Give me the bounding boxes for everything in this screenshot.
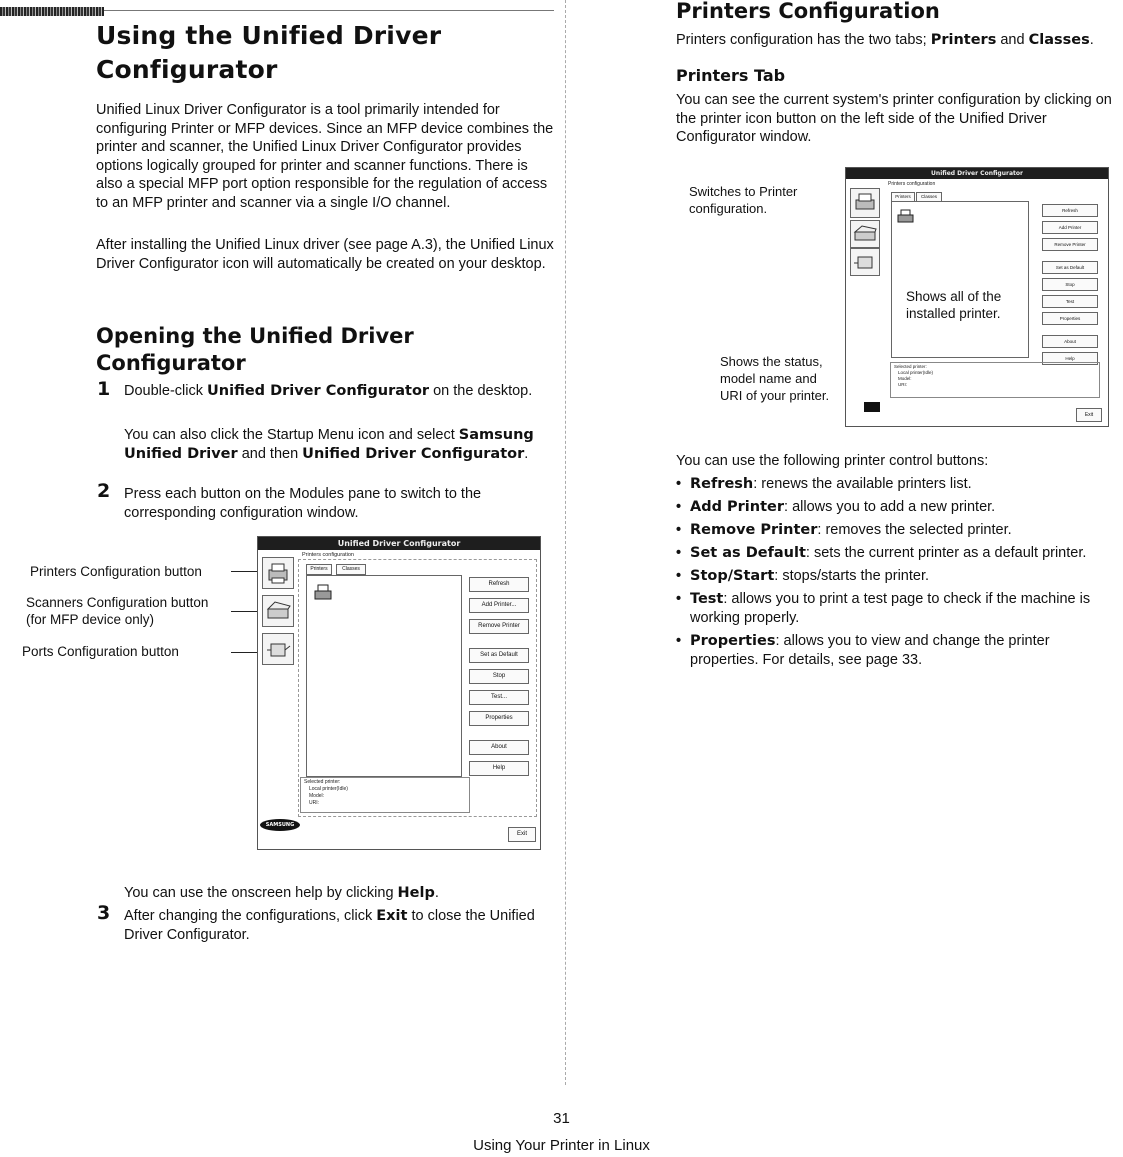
exit-button[interactable]: Exit bbox=[1076, 408, 1102, 422]
callout-switches-line2: configuration. bbox=[689, 201, 768, 216]
callout-status-line2: model name and bbox=[720, 371, 817, 386]
step-2-number: 2 bbox=[97, 480, 111, 502]
refresh-button[interactable]: Refresh bbox=[469, 577, 529, 592]
selected-printer-model: Model: bbox=[309, 793, 325, 799]
callout-switches bbox=[689, 183, 797, 217]
bullet-term: Test bbox=[690, 591, 724, 608]
step-3-pre: After changing the configurations, click bbox=[124, 908, 377, 924]
udc-window-screenshot bbox=[257, 536, 541, 850]
selected-printer-panel bbox=[890, 362, 1100, 398]
printer-icon bbox=[896, 207, 916, 227]
help-note-bold: Help bbox=[397, 885, 435, 901]
help-button[interactable]: Help bbox=[469, 761, 529, 776]
callout-scanners-line1: Scanners Configuration button bbox=[26, 595, 209, 610]
stop-button[interactable]: Stop bbox=[1042, 278, 1098, 291]
list-item bbox=[676, 544, 1116, 563]
tab-classes[interactable]: Classes bbox=[916, 192, 942, 202]
bullet-term: Remove Printer bbox=[690, 522, 818, 539]
udc-window-screenshot-printers bbox=[845, 167, 1109, 427]
intro-mid: and bbox=[996, 32, 1029, 48]
callout-status bbox=[720, 353, 829, 404]
about-button[interactable]: About bbox=[469, 740, 529, 755]
add-printer-button[interactable]: Add Printer... bbox=[469, 598, 529, 613]
bullet-term: Set as Default bbox=[690, 545, 806, 562]
printer-icon bbox=[851, 189, 879, 217]
intro-paragraph: Unified Linux Driver Configurator is a tool primarily intended for configuring Printer or MFP devices. Since an MFP device combines the printer and scanner, the Unified Linux Driver Configurator provides options logically grouped for printer and scanner functions. There is also a special MFP port option responsible for the regulation of access to an MFP printer and scanner via a single I/O channel. bbox=[96, 102, 554, 211]
help-note-pre: You can use the onscreen help by clicking bbox=[124, 885, 398, 901]
callout-status-line3: URI of your printer. bbox=[720, 388, 830, 403]
after-install-paragraph: After installing the Unified Linux driver (see page A.3), the Unified Linux Driver Configurator icon will automatically be created on your desktop. bbox=[96, 237, 554, 272]
intro-pre: Printers configuration has the two tabs; bbox=[676, 32, 931, 48]
printers-configuration-heading: Printers Configuration bbox=[676, 0, 940, 23]
list-item bbox=[676, 632, 1116, 669]
tab-printers[interactable]: Printers bbox=[891, 192, 915, 202]
properties-button[interactable]: Properties bbox=[1042, 312, 1098, 325]
printer-list[interactable] bbox=[891, 201, 1029, 358]
bullet-desc: : allows you to add a new printer. bbox=[784, 499, 996, 516]
intro-post: . bbox=[1089, 32, 1094, 48]
bullet-term: Stop/Start bbox=[690, 568, 775, 585]
step-1-text bbox=[124, 382, 534, 401]
step-3-bold: Exit bbox=[376, 908, 408, 924]
callout-shows-line1: Shows all of the bbox=[906, 289, 1002, 304]
intro-bold-printers: Printers bbox=[930, 32, 997, 48]
selected-printer-status: Local printer(Idle) bbox=[309, 786, 348, 792]
printer-icon bbox=[263, 558, 293, 588]
bullet-desc: : removes the selected printer. bbox=[817, 522, 1012, 539]
ports-module-button[interactable] bbox=[262, 633, 294, 665]
step-1-note-bold2: Unified Driver Configurator bbox=[302, 445, 525, 462]
callout-scanners-config bbox=[26, 594, 208, 628]
header-barcode-strip bbox=[0, 7, 104, 16]
refresh-button[interactable]: Refresh bbox=[1042, 204, 1098, 217]
list-item bbox=[676, 521, 1116, 540]
stop-button[interactable]: Stop bbox=[469, 669, 529, 684]
scanners-module-button[interactable] bbox=[850, 220, 880, 248]
remove-printer-button[interactable]: Remove Printer bbox=[469, 619, 529, 634]
bullet-desc: : sets the current printer as a default printer. bbox=[805, 545, 1087, 562]
test-button[interactable]: Test bbox=[1042, 295, 1098, 308]
printers-module-button[interactable] bbox=[850, 188, 880, 218]
list-item bbox=[676, 475, 1116, 494]
tab-classes[interactable]: Classes bbox=[336, 564, 366, 575]
set-as-default-button[interactable]: Set as Default bbox=[1042, 261, 1098, 274]
printers-configuration-group-label: Printers configuration bbox=[888, 181, 936, 187]
tab-printers[interactable]: Printers bbox=[306, 564, 332, 575]
bullet-term: Properties bbox=[690, 633, 776, 650]
port-icon bbox=[851, 249, 879, 275]
callout-printers-config: Printers Configuration button bbox=[30, 564, 202, 579]
about-button[interactable]: About bbox=[1042, 335, 1098, 348]
selected-printer-model: Model: bbox=[898, 376, 912, 381]
step-1-note-post: . bbox=[524, 445, 529, 462]
add-printer-button[interactable]: Add Printer bbox=[1042, 221, 1098, 234]
step-1-note-bold1: Samsung Unified Driver bbox=[124, 427, 534, 462]
selected-printer-uri: URI: bbox=[898, 382, 907, 387]
step-1-note-mid: and then bbox=[237, 445, 303, 462]
properties-button[interactable]: Properties bbox=[469, 711, 529, 726]
printer-control-buttons bbox=[469, 577, 529, 776]
printer-icon bbox=[312, 582, 334, 604]
bullet-desc: : renews the available printers list. bbox=[753, 476, 972, 492]
samsung-logo: SAMSUNG bbox=[260, 819, 300, 831]
bullet-desc: : allows you to view and change the printer properties. For details, see page 33. bbox=[690, 633, 1050, 668]
port-icon bbox=[263, 634, 293, 664]
step-3-number: 3 bbox=[97, 902, 111, 924]
ports-module-button[interactable] bbox=[850, 248, 880, 276]
printers-tab-heading: Printers Tab bbox=[676, 66, 786, 85]
opening-heading bbox=[96, 323, 556, 377]
selected-printer-label: Selected printer: bbox=[304, 779, 341, 785]
callout-status-line1: Shows the status, bbox=[720, 354, 823, 369]
bullet-term: Add Printer bbox=[690, 499, 785, 516]
list-item bbox=[676, 498, 1116, 517]
selected-printer-label: Selected printer: bbox=[894, 364, 927, 369]
page-title-line2: Configurator bbox=[96, 55, 278, 84]
scanner-icon bbox=[851, 221, 879, 247]
step-1-pre: Double-click bbox=[124, 383, 207, 399]
step-1-bold: Unified Driver Configurator bbox=[207, 383, 430, 399]
window-titlebar: Unified Driver Configurator bbox=[258, 537, 540, 550]
step-1-post: on the desktop. bbox=[429, 383, 533, 399]
selected-printer-uri: URI: bbox=[309, 800, 319, 806]
scanners-module-button[interactable] bbox=[262, 595, 294, 627]
remove-printer-button[interactable]: Remove Printer bbox=[1042, 238, 1098, 251]
list-item bbox=[676, 590, 1116, 627]
bullet-desc: : allows you to print a test page to check if the machine is working properly. bbox=[690, 591, 1091, 627]
step-2-text: Press each button on the Modules pane to switch to the corresponding configuration window. bbox=[124, 486, 482, 521]
printers-module-button[interactable] bbox=[262, 557, 294, 589]
page-title-line1: Using the Unified Driver bbox=[96, 21, 442, 50]
step-3-post: to close the Unified Driver Configurator. bbox=[124, 908, 535, 943]
header-rule bbox=[104, 10, 554, 11]
printers-tab-paragraph: You can see the current system's printer configuration by clicking on the printer icon button on the left side of the Unified Driver Configurator window. bbox=[676, 92, 1112, 146]
printer-control-buttons bbox=[1042, 204, 1098, 365]
printers-configuration-intro bbox=[676, 31, 1121, 50]
step-1-note bbox=[124, 426, 534, 463]
page-number: 31 bbox=[553, 1110, 570, 1127]
help-note-post: . bbox=[434, 885, 439, 901]
callout-scanners-line2: (for MFP device only) bbox=[26, 612, 155, 627]
printers-configuration-group-label: Printers configuration bbox=[302, 552, 354, 558]
help-button[interactable]: Help bbox=[1042, 352, 1098, 365]
test-button[interactable]: Test... bbox=[469, 690, 529, 705]
printer-list[interactable] bbox=[306, 575, 462, 777]
selected-printer-status: Local printer(Idle) bbox=[898, 370, 934, 375]
exit-button[interactable]: Exit bbox=[508, 827, 536, 842]
step-1-number: 1 bbox=[97, 378, 111, 400]
bullet-term: Refresh bbox=[690, 476, 754, 492]
page-title bbox=[96, 19, 556, 87]
window-titlebar: Unified Driver Configurator bbox=[846, 168, 1108, 179]
callout-switches-line1: Switches to Printer bbox=[689, 184, 798, 199]
control-buttons-list bbox=[676, 475, 1116, 674]
selected-printer-panel bbox=[300, 777, 470, 813]
scanner-icon bbox=[263, 596, 293, 626]
intro-bold-classes: Classes bbox=[1028, 32, 1090, 48]
step-1-note-pre: You can also click the Startup Menu icon and select bbox=[124, 427, 459, 443]
footer-chapter: Using Your Printer in Linux bbox=[473, 1137, 650, 1154]
callout-shows-installed bbox=[906, 288, 1001, 322]
bullet-desc: : stops/starts the printer. bbox=[774, 568, 930, 585]
opening-heading-line1: Opening the Unified Driver bbox=[96, 324, 414, 348]
list-item bbox=[676, 567, 1116, 586]
control-buttons-intro: You can use the following printer control buttons: bbox=[676, 453, 989, 469]
opening-heading-line2: Configurator bbox=[96, 351, 246, 375]
callout-shows-line2: installed printer. bbox=[906, 306, 1001, 321]
help-note bbox=[124, 884, 544, 903]
samsung-logo-mark bbox=[864, 402, 880, 412]
callout-ports-config: Ports Configuration button bbox=[22, 644, 179, 659]
set-as-default-button[interactable]: Set as Default bbox=[469, 648, 529, 663]
step-3-text bbox=[124, 907, 544, 944]
column-divider bbox=[565, 0, 566, 1085]
